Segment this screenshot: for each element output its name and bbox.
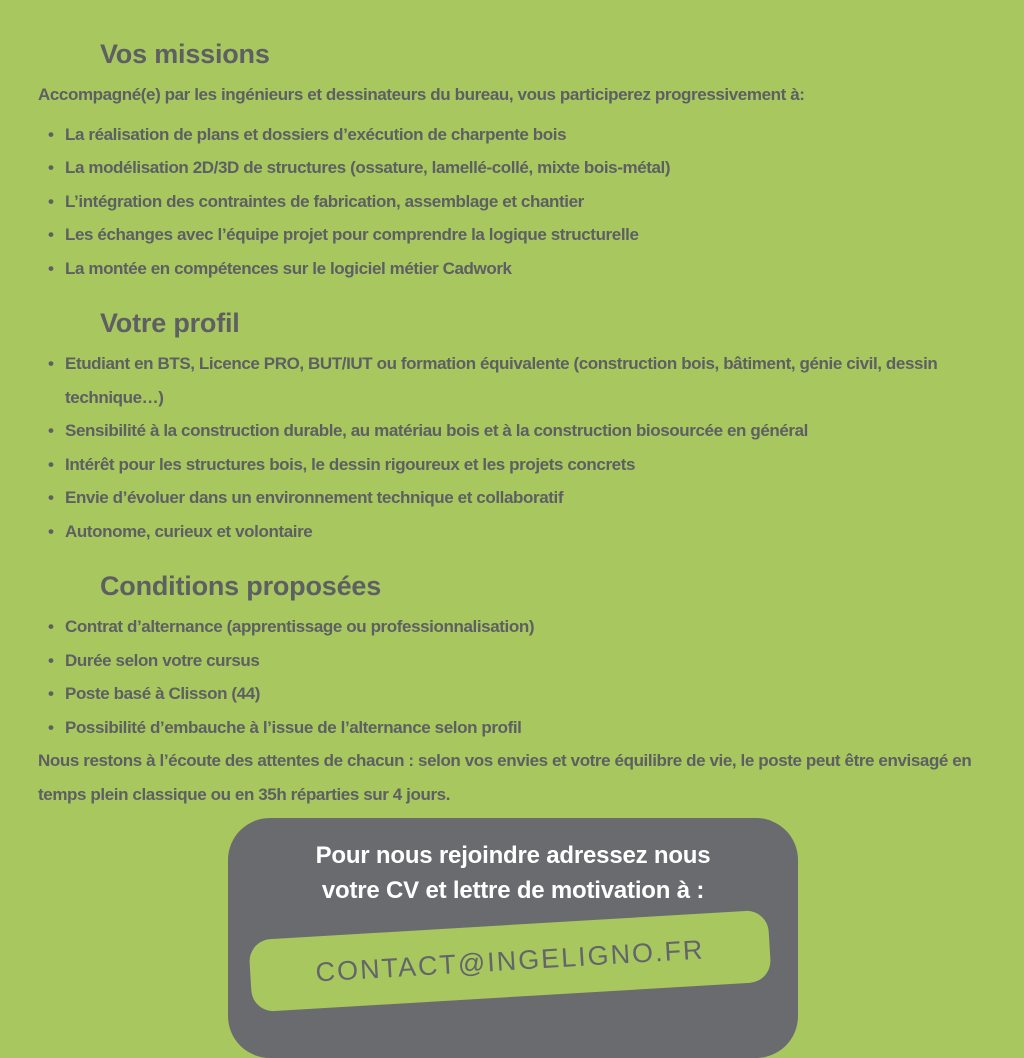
condition-item: • Poste basé à Clisson (44) [65, 677, 986, 711]
mission-item: • La montée en compétences sur le logiciel métier Cadwork [65, 252, 986, 286]
profil-item: • Etudiant en BTS, Licence PRO, BUT/IUT ou formation équivalente (construction bois, bâtiment, génie civil, dessin technique…) [65, 347, 986, 414]
conditions-section-title: Conditions proposées [100, 571, 382, 601]
profil-section-title: Votre profil [100, 308, 240, 338]
conditions-note: Nous restons à l’écoute des attentes de chacun : selon vos envies et votre équilibre de vie, le poste peut être envisagé en temps plein classique ou en 35h réparties sur 4 jours. [38, 751, 972, 804]
missions-section-title: Vos missions [100, 39, 270, 69]
profil-item: • Intérêt pour les structures bois, le dessin rigoureux et les projets concrets [65, 448, 986, 482]
mission-item: • Les échanges avec l’équipe projet pour comprendre la logique structurelle [65, 218, 986, 252]
contact-line-1: Pour nous rejoindre adressez nous [315, 842, 711, 869]
contact-email: CONTACT@INGELIGNO.FR [314, 933, 706, 988]
contact-call-to-action [238, 838, 788, 908]
missions-list [38, 118, 986, 286]
missions-intro: Accompagné(e) par les ingénieurs et dessinateurs du bureau, vous participerez progressivement à: [38, 85, 805, 104]
profil-list [38, 347, 986, 548]
condition-item: • Durée selon votre cursus [65, 644, 986, 678]
mission-item: • La réalisation de plans et dossiers d’exécution de charpente bois [65, 118, 986, 152]
mission-item: • L’intégration des contraintes de fabrication, assemblage et chantier [65, 185, 986, 219]
profil-item: • Envie d’évoluer dans un environnement technique et collaboratif [65, 481, 986, 515]
mission-item: • La modélisation 2D/3D de structures (ossature, lamellé-collé, mixte bois-métal) [65, 151, 986, 185]
contact-line-2: votre CV et lettre de motivation à : [321, 877, 705, 904]
profil-item: • Autonome, curieux et volontaire [65, 515, 986, 549]
profil-item: • Sensibilité à la construction durable, au matériau bois et à la construction biosourcée en général [65, 414, 986, 448]
condition-item: • Possibilité d’embauche à l’issue de l’alternance selon profil [65, 711, 986, 745]
conditions-list [38, 610, 986, 744]
condition-item: • Contrat d’alternance (apprentissage ou professionnalisation) [65, 610, 986, 644]
